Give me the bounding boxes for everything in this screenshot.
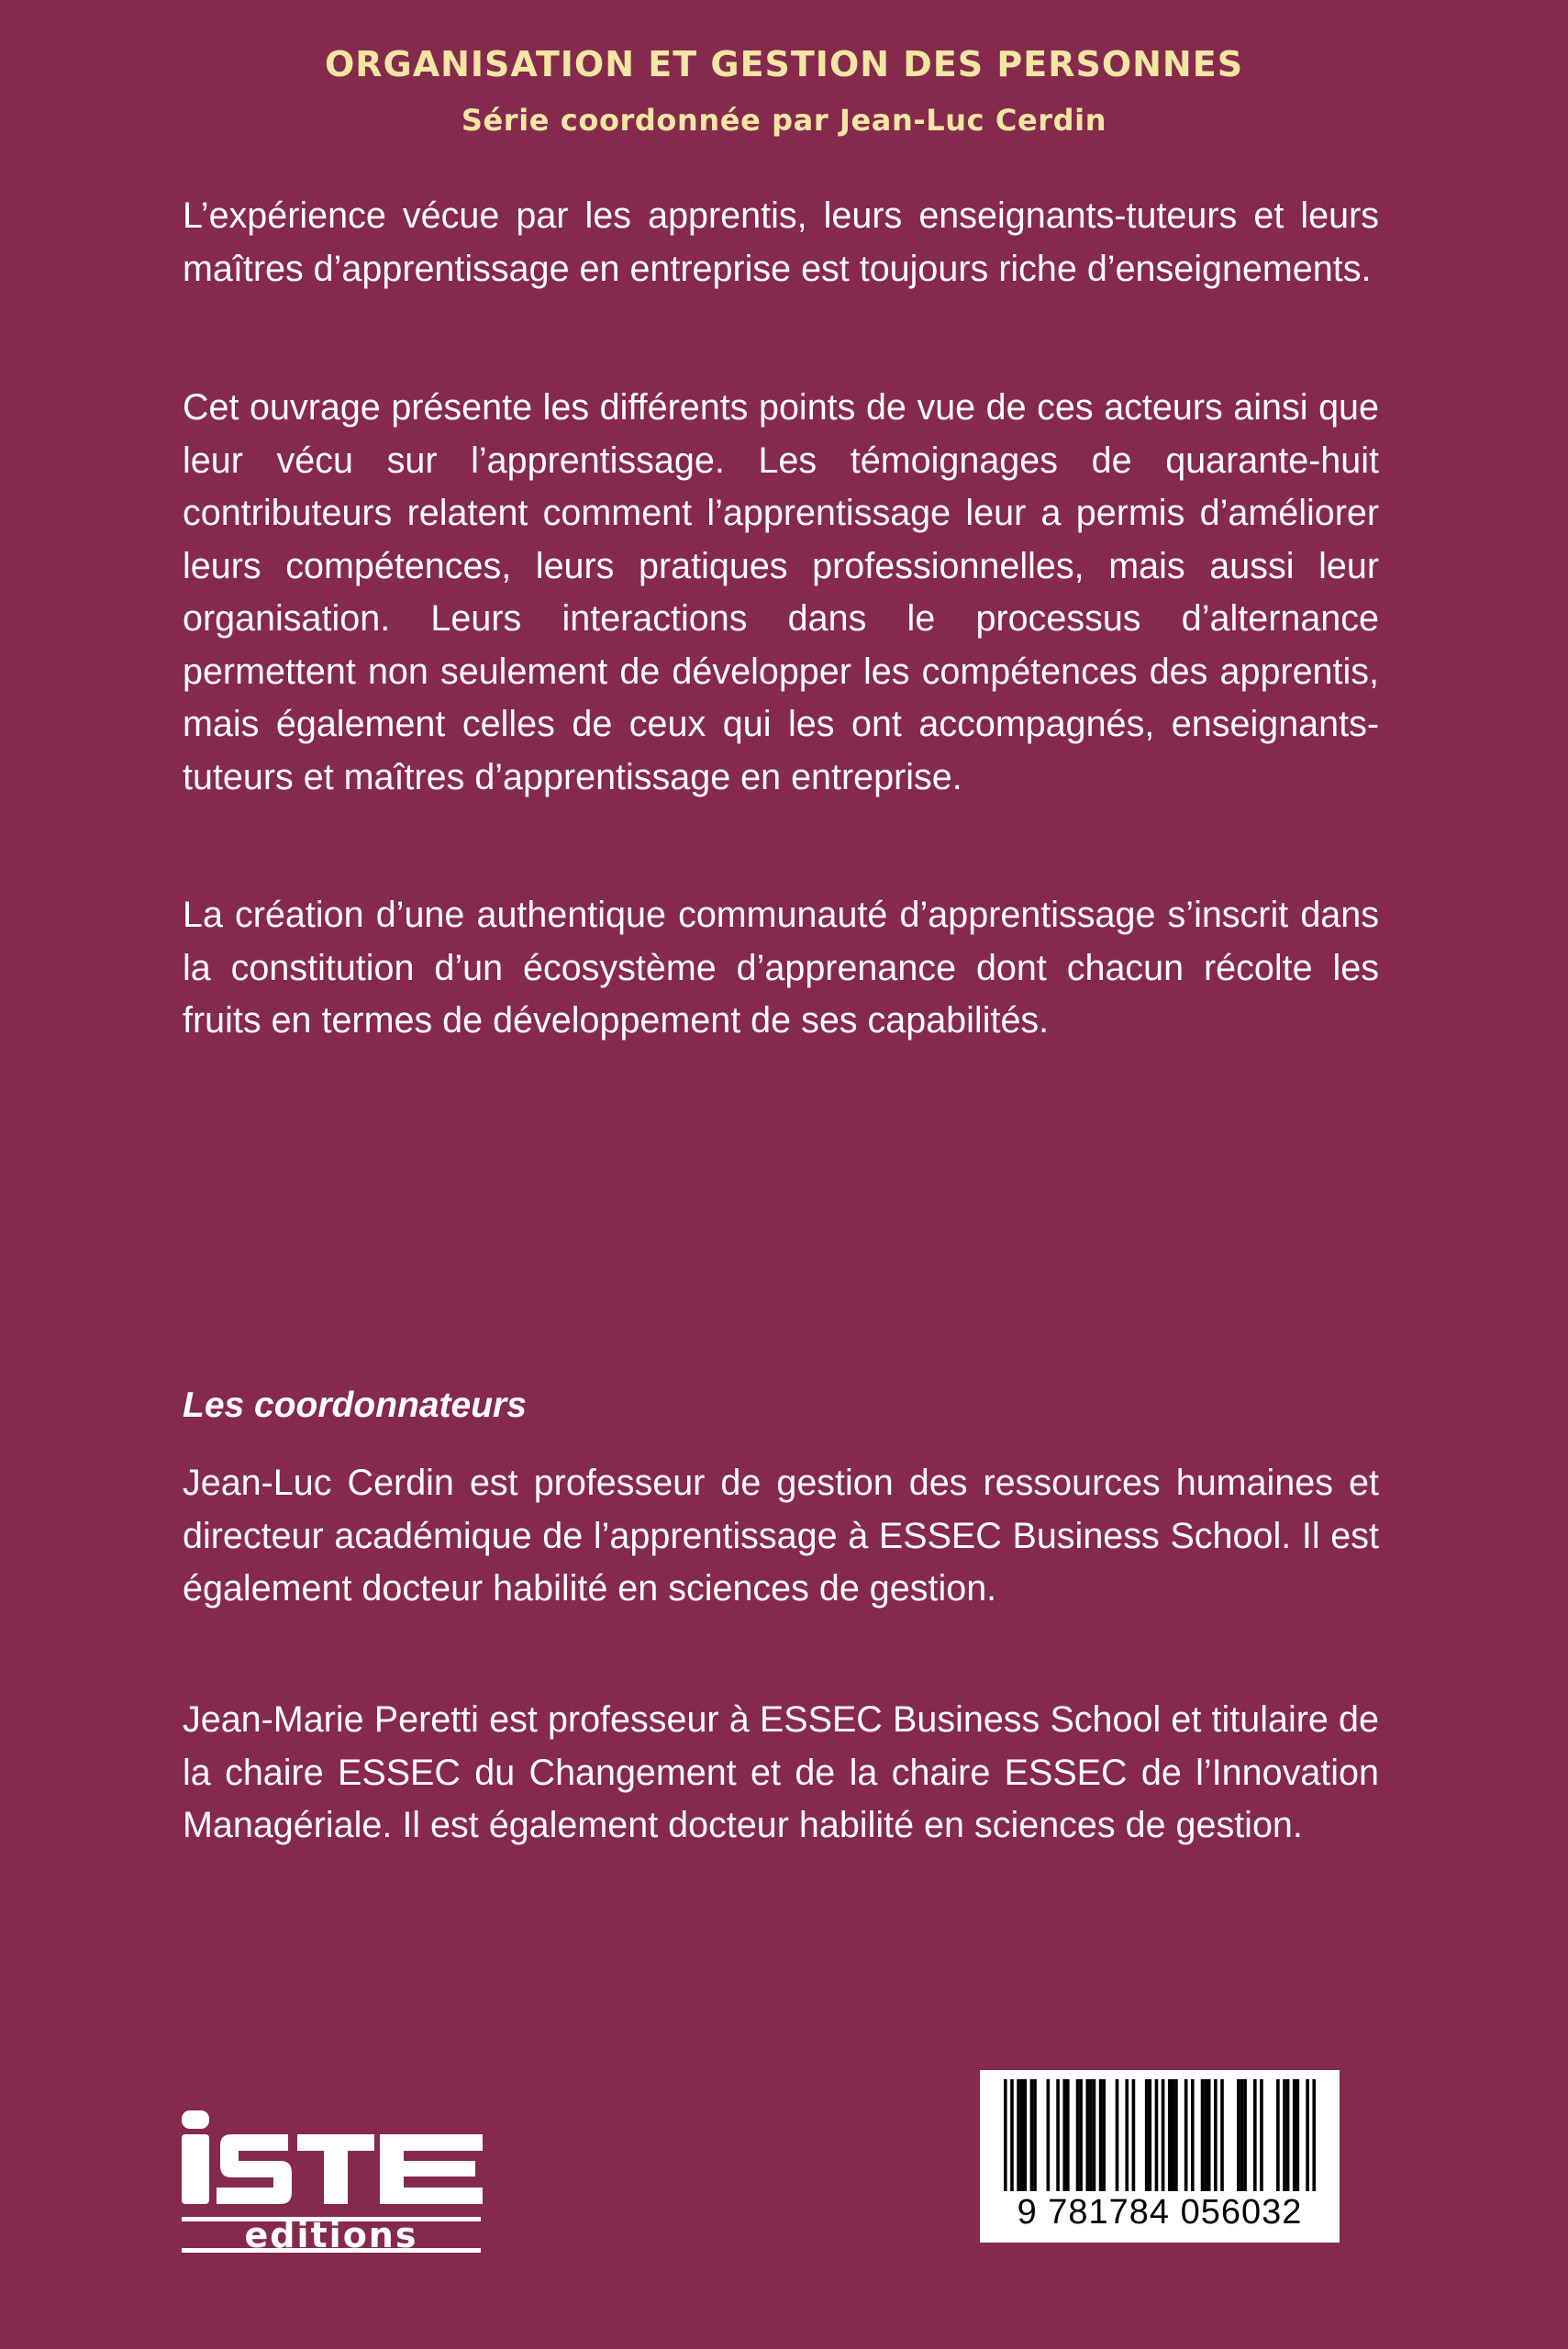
bio-text: Jean-Marie Peretti est professeur à ESSEC Business School et titulaire de la chaire ESSEC du Changement et de la chaire ESSEC de l’Innovation Managériale. Il est également docteur habilité en sciences de gestion. <box>183 1699 1379 1845</box>
barcode-bar <box>1201 2079 1205 2191</box>
barcode-bar <box>1102 2079 1106 2191</box>
barcode-bar <box>1172 2079 1175 2191</box>
barcode-bar <box>1089 2079 1093 2191</box>
barcode-bar <box>1276 2079 1280 2191</box>
series-title: ORGANISATION ET GESTION DES PERSONNES <box>324 44 1244 84</box>
barcode-bar <box>1004 2079 1007 2191</box>
barcode-bar <box>1116 2079 1119 2191</box>
barcode-bar <box>1214 2079 1218 2191</box>
isbn-number: 9 781784 056032 <box>1017 2193 1303 2232</box>
barcode-bar <box>1306 2079 1309 2191</box>
barcode-bar <box>1207 2079 1211 2191</box>
barcode-bar <box>1237 2079 1240 2191</box>
barcode-bar <box>1030 2079 1034 2191</box>
barcode-bar <box>1099 2079 1103 2191</box>
paragraph-text: Cet ouvrage présente les différents points de vue de ces acteurs ainsi que leur vécu sur l’apprentissage. Les témoignages de quarante-huit contributeurs relatent comment l’apprentissage leur a permis d’améliorer leurs compétences, leurs pratiques professionnelles, mais aussi leur organisation. Leurs interactions dans le processus d’alternance permettent non seulement de développer les compétences des apprentis, mais également celles de ceux qui les ont accompagnés, enseignants-tuteurs et maîtres d’apprentissage en entreprise. <box>183 387 1379 797</box>
paragraph-text: L’expérience vécue par les apprentis, leurs enseignants-tuteurs et leurs maîtres d’apprentissage en entreprise est toujours riche d’enseignements. <box>183 195 1379 289</box>
barcode-bar <box>1010 2079 1014 2191</box>
coordinator-bio-2 <box>183 1694 1379 1853</box>
barcode-bar <box>1076 2079 1080 2191</box>
barcode-bar <box>1079 2079 1083 2191</box>
barcode-bar <box>1148 2079 1151 2191</box>
series-subtitle: Série coordonnée par Jean-Luc Cerdin <box>461 103 1107 138</box>
bio-text: Jean-Luc Cerdin est professeur de gestion des ressources humaines et directeur académique de l’apprentissage à ESSEC Business School. Il est également docteur habilité en sciences de gestion. <box>183 1463 1379 1609</box>
barcode-bars <box>1004 2079 1316 2191</box>
barcode-bar <box>1056 2079 1060 2191</box>
barcode-bar <box>1062 2079 1066 2191</box>
isbn-barcode <box>980 2070 1340 2243</box>
barcode-bar <box>1085 2079 1089 2191</box>
barcode-bar <box>1023 2079 1027 2191</box>
barcode-bar <box>1243 2079 1247 2191</box>
paragraph-text: La création d’une authentique communauté d’apprentissage s’inscrit dans la constitution d’un écosystème d’apprenance dont chacun récolte les fruits en termes de développement de ses capabilités. <box>183 895 1379 1041</box>
barcode-bar <box>1145 2079 1149 2191</box>
barcode-bar <box>1168 2079 1172 2191</box>
barcode-bar <box>1296 2079 1300 2191</box>
barcode-bar <box>1047 2079 1051 2191</box>
barcode-bar <box>1204 2079 1207 2191</box>
barcode-bar <box>1240 2079 1244 2191</box>
barcode-bar <box>1066 2079 1070 2191</box>
barcode-bar <box>1155 2079 1159 2191</box>
barcode-bar <box>1253 2079 1257 2191</box>
barcode-bar <box>1312 2079 1316 2191</box>
barcode-bar <box>1033 2079 1037 2191</box>
barcode-bar <box>1132 2079 1136 2191</box>
barcode-bar <box>1125 2079 1129 2191</box>
description-paragraph-1 <box>183 190 1379 295</box>
barcode-bar <box>1260 2079 1263 2191</box>
description-paragraph-2 <box>183 382 1379 804</box>
description-paragraph-3 <box>183 889 1379 1048</box>
barcode-bar <box>1293 2079 1296 2191</box>
svg-text:editions: editions <box>244 2215 418 2255</box>
barcode-bar <box>1162 2079 1165 2191</box>
barcode-bar <box>1191 2079 1195 2191</box>
barcode-bar <box>1020 2079 1024 2191</box>
barcode-bar <box>1286 2079 1290 2191</box>
barcode-bar <box>1174 2079 1178 2191</box>
barcode-bar <box>1283 2079 1286 2191</box>
barcode-bar <box>1184 2079 1188 2191</box>
barcode-bar <box>1220 2079 1224 2191</box>
barcode-bar <box>1017 2079 1020 2191</box>
coordinators-heading: Les coordonnateurs <box>183 1386 527 1425</box>
iste-editions-logo <box>180 2103 492 2268</box>
coordinator-bio-1 <box>183 1457 1379 1616</box>
barcode-bar <box>1093 2079 1096 2191</box>
